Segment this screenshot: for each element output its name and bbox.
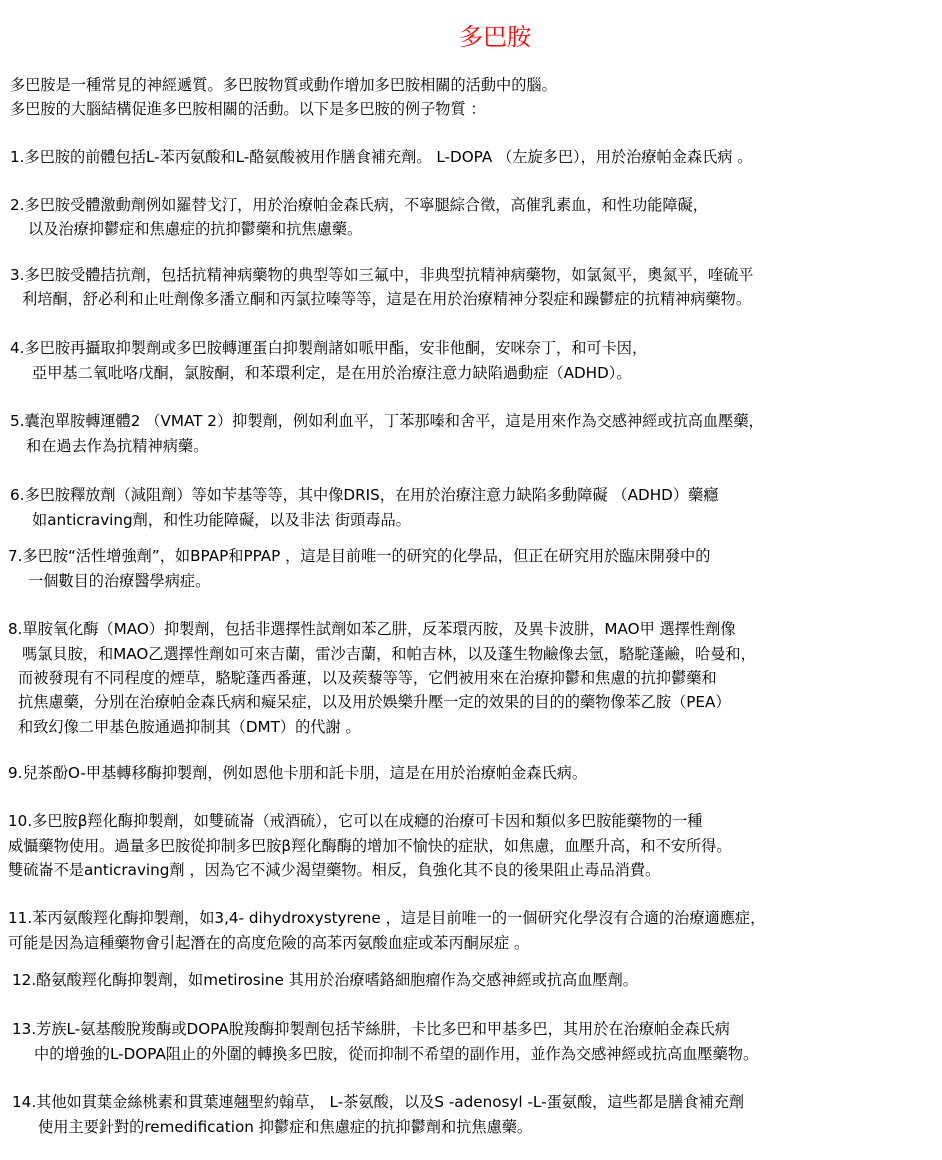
list-item-line: 使用主要針對的remedification 抑鬱症和焦慮症的抗抑鬱劑和抗焦慮藥。 (38, 1118, 533, 1136)
list-item-line: 5.囊泡單胺轉運體2 （VMAT 2）抑製劑，例如利血平，丁苯那嗪和舍平，這是用來作為交感神經或抗高血壓藥， (10, 412, 764, 430)
list-item-line: 10.多巴胺β羥化酶抑製劑，如雙硫崙（戒酒硫），它可以在成癮的治療可卡因和類似多巴胺能藥物的一種 (8, 812, 703, 830)
list-item-line: 2.多巴胺受體激動劑例如羅替戈汀，用於治療帕金森氏病，不寧腿綜合徵，高催乳素血，和性功能障礙， (10, 196, 708, 214)
intro-line: 多巴胺是一種常見的神經遞質。多巴胺物質或動作增加多巴胺相關的活動中的腦。 (10, 76, 557, 94)
list-item-line: 13.芳族L-氨基酸脫羧酶或DOPA脫羧酶抑製劑包括苄絲肼，卡比多巴和甲基多巴，其用於在治療帕金森氏病 (12, 1020, 730, 1038)
list-item-line: 以及治療抑鬱症和焦慮症的抗抑鬱藥和抗焦慮藥。 (28, 220, 363, 238)
list-item-line: 3.多巴胺受體拮抗劑，包括抗精神病藥物的典型等如三氟中，非典型抗精神病藥物，如氯氮平，奧氮平，喹硫平 (10, 266, 754, 284)
list-item-line: 11.苯丙氨酸羥化酶抑製劑，如3,4- dihydroxystyrene ，這是目前唯一的一個研究化學沒有合適的治療適應症， (8, 909, 766, 927)
intro-line: 多巴胺的大腦結構促進多巴胺相關的活動。以下是多巴胺的例子物質 ： (10, 100, 486, 118)
list-item-line: 嗎氯貝胺，和MAO乙選擇性劑如可來吉蘭，雷沙吉蘭，和帕吉林，以及蓬生物鹼像去氫，駱駝蓬鹼，哈曼和， (22, 645, 756, 663)
list-item-line: 亞甲基二氧吡咯戊酮，氯胺酮，和苯環利定，是在用於治療注意力缺陷過動症（ADHD）。 (32, 364, 632, 382)
list-item-line: 1.多巴胺的前體包括L-苯丙氨酸和L-酪氨酸被用作膳食補充劑。 L-DOPA （左旋多巴），用於治療帕金森氏病 。 (10, 148, 753, 166)
list-item-line: 雙硫崙不是anticraving劑 ，因為它不減少渴望藥物。相反，負強化其不良的後果阻止毒品消費。 (8, 861, 661, 879)
list-item-line: 威懾藥物使用。過量多巴胺從抑制多巴胺β羥化酶酶的增加不愉快的症狀，如焦慮，血壓升高，和不安所得。 (8, 837, 732, 855)
list-item-line: 抗焦慮藥，分別在治療帕金森氏病和癡呆症，以及用於娛樂升壓一定的效果的目的的藥物像苯乙胺（PEA） (18, 693, 731, 711)
list-item-line: 12.酪氨酸羥化酶抑製劑，如metirosine 其用於治療嗜鉻細胞瘤作為交感神經或抗高血壓劑。 (12, 971, 638, 989)
page-title: 多巴胺 (459, 23, 531, 51)
list-item-line: 8.單胺氧化酶（MAO）抑製劑，包括非選擇性試劑如苯乙肼，反苯環丙胺，及異卡波肼，MAO甲 選擇性劑像 (8, 620, 736, 638)
list-item-line: 中的增強的L-DOPA阻止的外圍的轉換多巴胺，從而抑制不希望的副作用，並作為交感神經或抗高血壓藥物。 (34, 1045, 759, 1063)
list-item-line: 一個數目的治療醫學病症。 (28, 572, 211, 590)
list-item-line: 14.其他如貫葉金絲桃素和貫葉連翹聖約翰草， L-茶氨酸，以及S -adenosyl -L-蛋氨酸，這些都是膳食補充劑 (12, 1093, 745, 1111)
list-item-line: 7.多巴胺“活性增強劑”，如BPAP和PPAP ，這是目前唯一的研究的化學品，但正在研究用於臨床開發中的 (8, 547, 711, 565)
list-item-line: 和在過去作為抗精神病藥。 (26, 437, 209, 455)
list-item-line: 如anticraving劑，和性功能障礙，以及非法 街頭毒品。 (32, 511, 411, 529)
list-item-line: 利培酮，舒必利和止吐劑像多潘立酮和丙氯拉嗪等等，這是在用於治療精神分裂症和躁鬱症的抗精神病藥物。 (22, 290, 751, 308)
list-item-line: 可能是因為這種藥物會引起潛在的高度危險的高苯丙氨酸血症或苯丙酮尿症 。 (8, 934, 530, 952)
list-item-line: 和致幻像二甲基色胺通過抑制其（DMT）的代謝 。 (18, 718, 361, 736)
list-item-line: 6.多巴胺釋放劑（減阻劑）等如苄基等等，其中像DRIS，在用於治療注意力缺陷多動障礙 （ADHD）藥癮 (10, 486, 719, 504)
list-item-line: 9.兒茶酚O-甲基轉移酶抑製劑，例如恩他卡朋和託卡朋，這是在用於治療帕金森氏病。 (8, 764, 588, 782)
list-item-line: 而被發現有不同程度的煙草，駱駝蓬西番蓮，以及蒺藜等等，它們被用來在治療抑鬱和焦慮的抗抑鬱藥和 (18, 669, 717, 687)
list-item-line: 4.多巴胺再攝取抑製劑或多巴胺轉運蛋白抑製劑諸如哌甲酯，安非他酮，安咪奈丁，和可卡因， (10, 339, 648, 357)
